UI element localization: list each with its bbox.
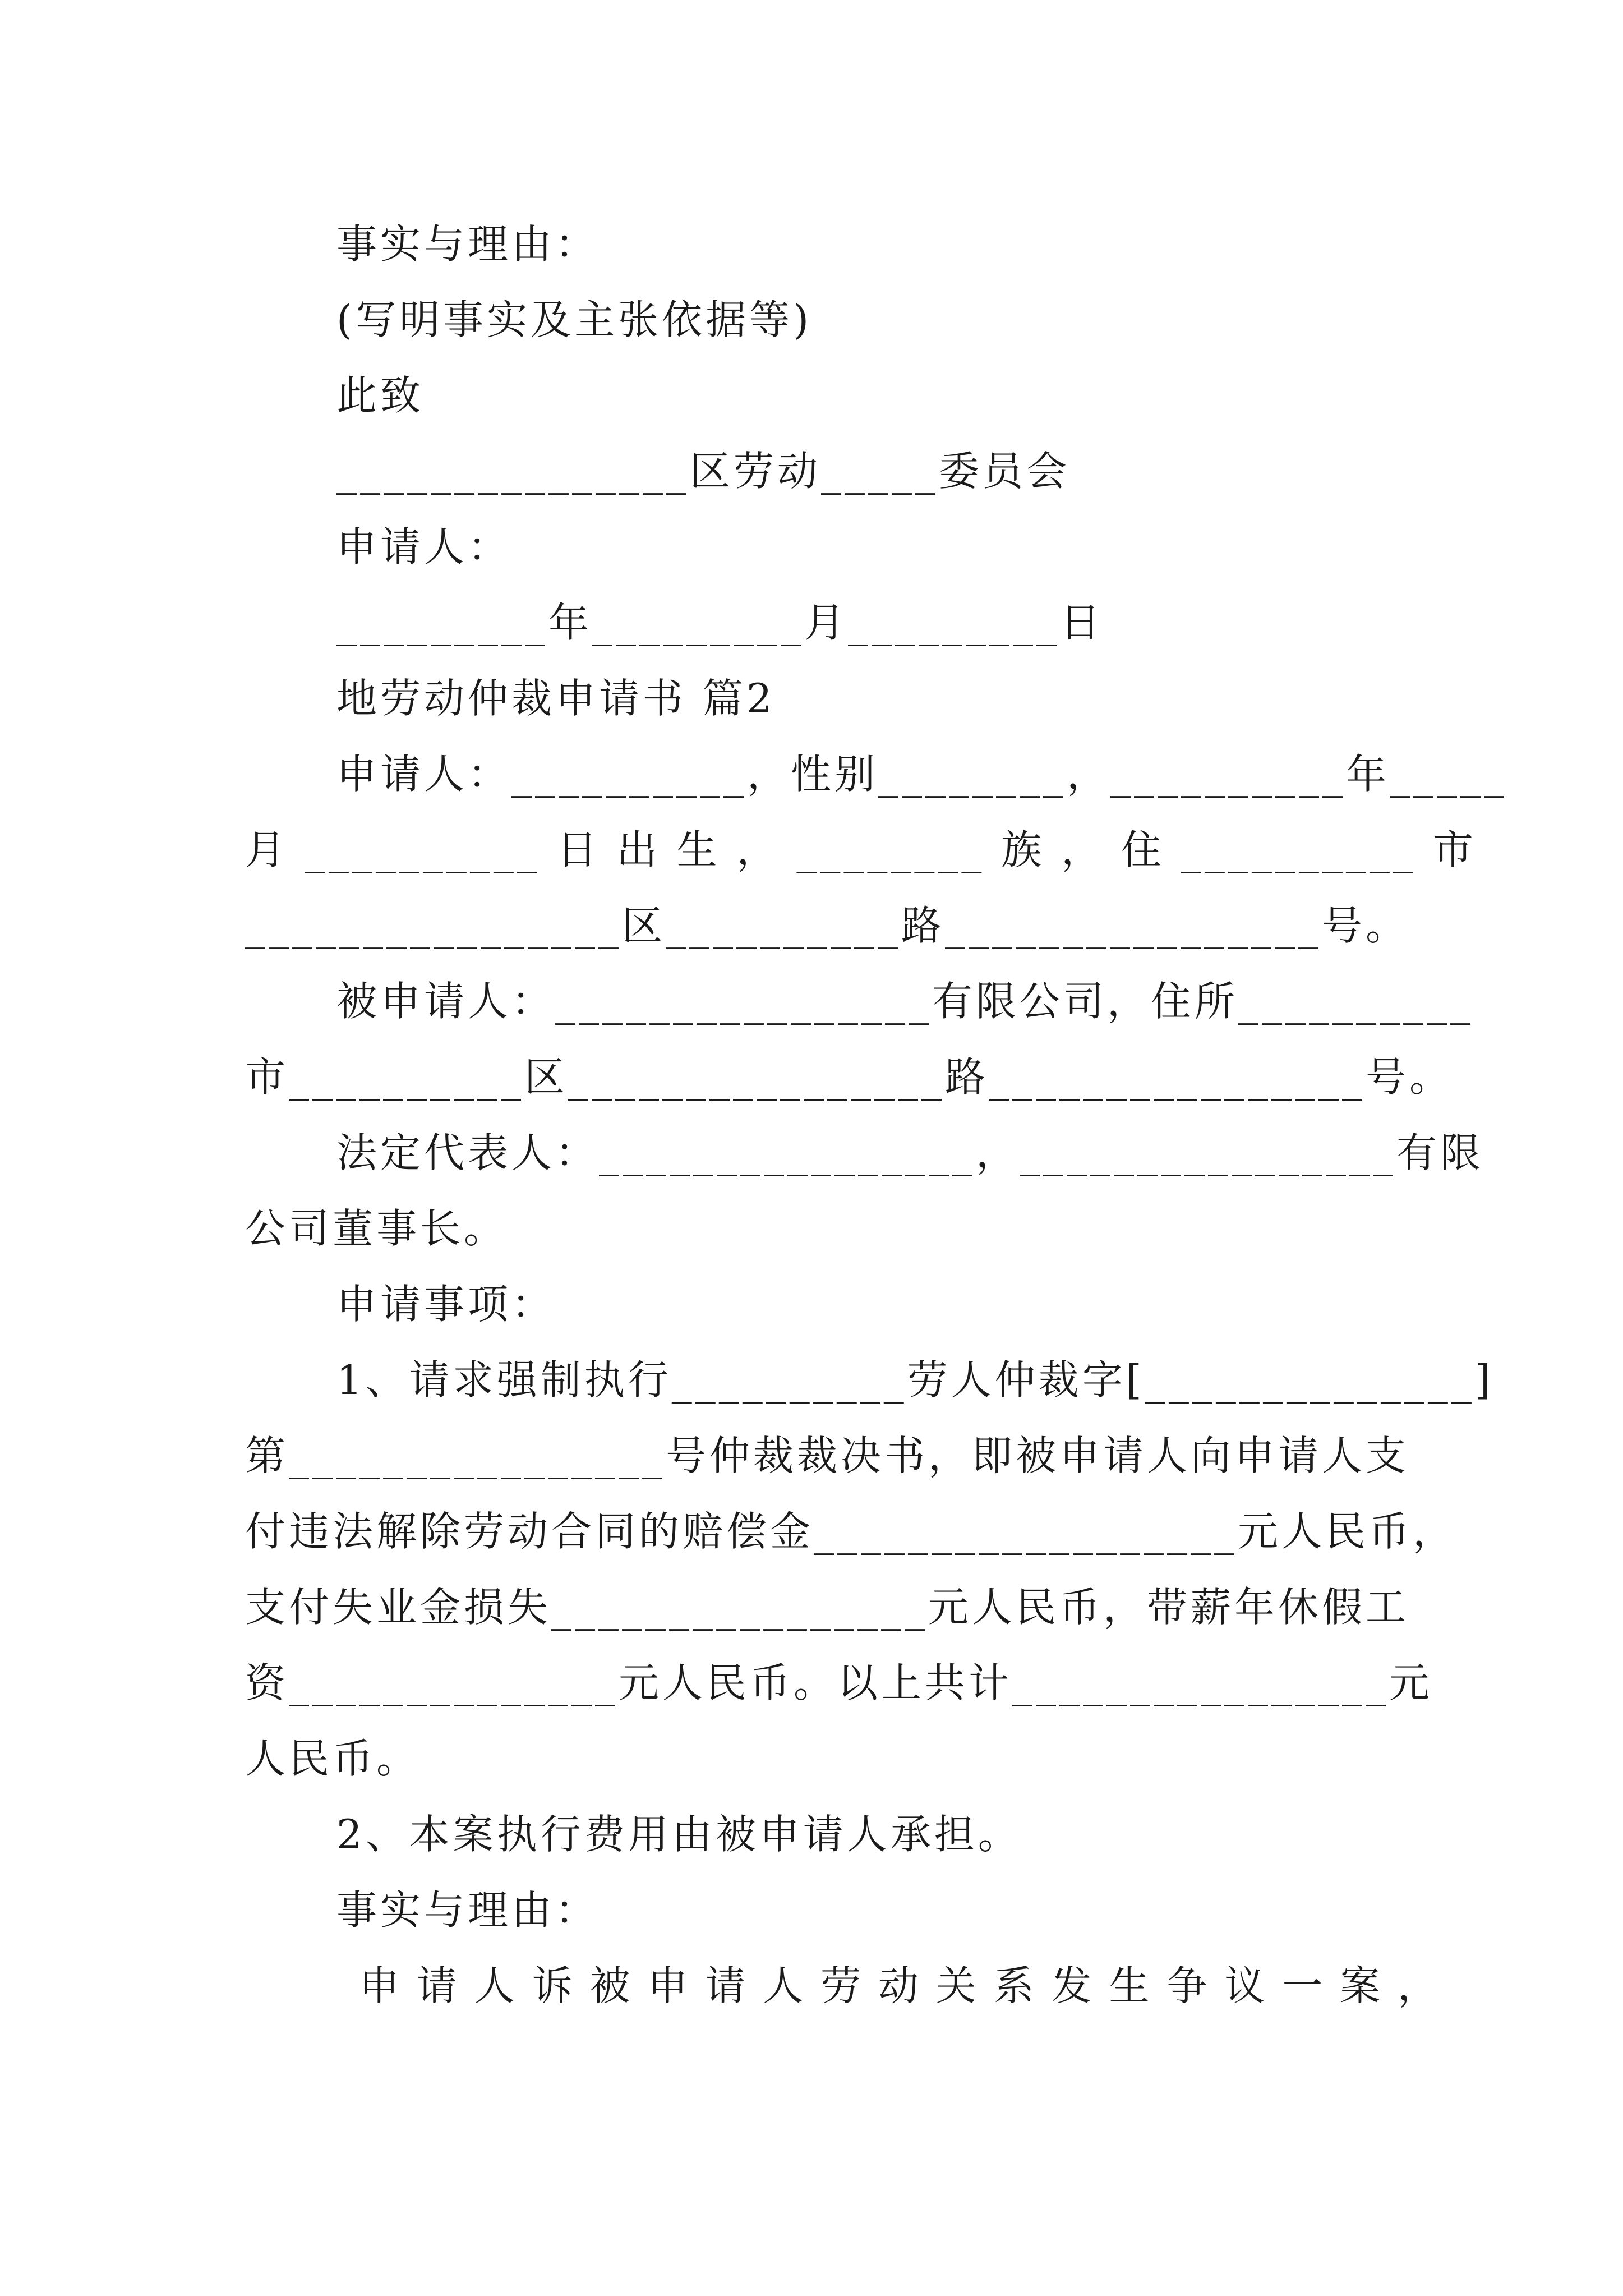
applicant-signature-label: 申请人：: [336, 523, 512, 570]
date-line: _________年_________月_________日: [336, 599, 1104, 646]
applicant-info-line-1: 申请人：__________，性别________，__________年_____: [336, 751, 1508, 798]
claim-1-line-4: 支付失业金损失________________元人民币，带薪年休假工: [245, 1584, 1410, 1631]
legal-rep-line-2: 公司董事长。: [245, 1205, 508, 1252]
claim-2: 2、本案执行费用由被申请人承担。: [336, 1811, 1022, 1858]
recipient-committee: _______________区劳动_____委员会: [336, 448, 1071, 495]
salutation: 此致: [336, 372, 425, 419]
claim-1-line-6: 人民币。: [245, 1735, 421, 1782]
facts-placeholder: (写明事实及主张依据等): [336, 296, 813, 343]
legal-rep-line-1: 法定代表人：________________，________________有限: [336, 1129, 1484, 1176]
heading-facts-reasons-2: 事实与理由：: [336, 1887, 600, 1934]
claim-1-line-3: 付违法解除劳动合同的赔偿金__________________元人民币，: [245, 1508, 1457, 1555]
section-title: 地劳动仲裁申请书 篇2: [336, 675, 776, 722]
heading-claims: 申请事项：: [336, 1281, 556, 1328]
respondent-info-line-2: 市__________区________________路________________号。: [245, 1053, 1453, 1101]
applicant-info-line-2: 月 __________ 日 出 生 ， ________ 族 ， 住 __________ 市: [245, 826, 1477, 873]
claim-1-line-1: 1、请求强制执行__________劳人仲裁字[______________]: [336, 1356, 1494, 1404]
respondent-info-line-1: 被申请人：________________有限公司，住所__________: [336, 978, 1474, 1025]
facts-body-line-1: 申 请 人 诉 被 申 请 人 劳 动 关 系 发 生 争 议 一 案 ，: [359, 1962, 1440, 2009]
claim-1-line-5: 资______________元人民币。以上共计________________元: [245, 1659, 1433, 1706]
applicant-info-line-3: ________________区__________路________________号。: [245, 902, 1409, 949]
claim-1-line-2: 第________________号仲裁裁决书，即被申请人向申请人支: [245, 1432, 1410, 1479]
heading-facts-reasons: 事实与理由：: [336, 220, 600, 268]
